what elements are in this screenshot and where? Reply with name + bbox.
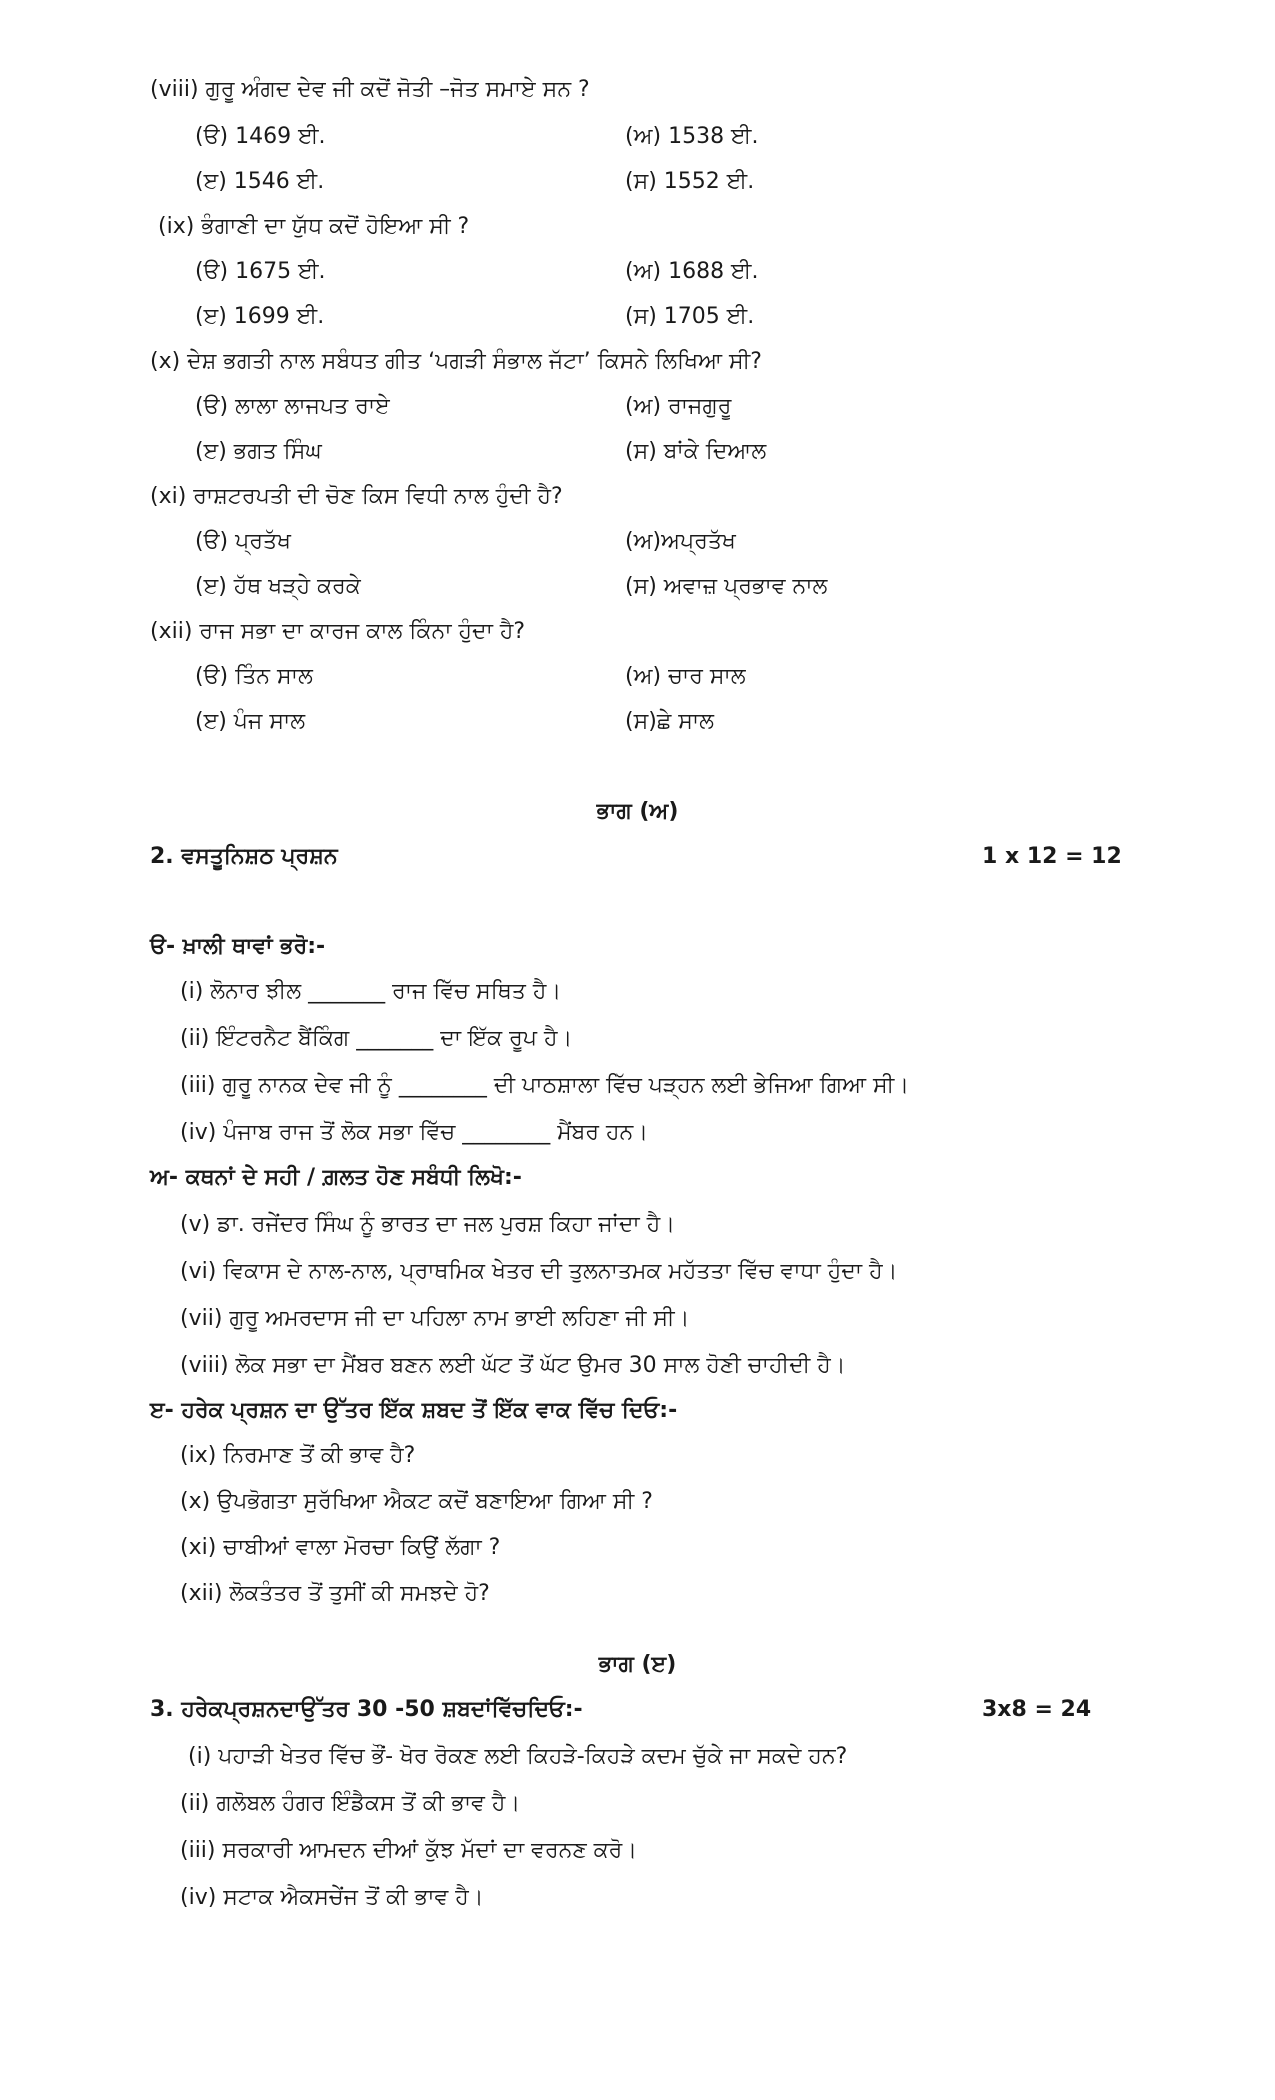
question-item: (vi) ਵਿਕਾਸ ਦੇ ਨਾਲ-ਨਾਲ, ਪ੍ਰਾਥਮਿਕ ਖੇਤਰ ਦੀ ਤੁਲਨਾਤਮਕ ਮਹੱਤਤਾ ਵਿੱਚ ਵਾਧਾ ਹੁੰਦਾ ਹੈ।	[180, 1259, 898, 1284]
mcq-option: (ੲ) ਭਗਤ ਸਿੰਘ	[195, 439, 322, 464]
section-heading: ਭਾਗ (ਅ)	[596, 799, 679, 824]
section-marks: 3x8 = 24	[982, 1697, 1092, 1722]
question-item: (vii) ਗੁਰੂ ਅਮਰਦਾਸ ਜੀ ਦਾ ਪਹਿਲਾ ਨਾਮ ਭਾਈ ਲਹਿਣਾ ਜੀ ਸੀ।	[180, 1306, 690, 1331]
mcq-option: (ੲ) ਪੰਜ ਸਾਲ	[195, 709, 306, 734]
mcq-question: (xii) ਰਾਜ ਸਭਾ ਦਾ ਕਾਰਜ ਕਾਲ ਕਿੰਨਾ ਹੁੰਦਾ ਹੈ?	[150, 619, 526, 644]
mcq-option: (ੳ) ਪ੍ਰਤੱਖ	[195, 529, 291, 554]
mcq-option: (ਅ)ਅਪ੍ਰਤੱਖ	[625, 529, 736, 554]
mcq-option: (ਸ)ਛੇ ਸਾਲ	[625, 709, 715, 734]
section-heading: ਭਾਗ (ੲ)	[598, 1652, 677, 1677]
subsection-title: ੳ- ਖ਼ਾਲੀ ਥਾਵਾਂ ਭਰੋ:-	[150, 934, 326, 959]
question-item: (i) ਲੋਨਾਰ ਝੀਲ _______ ਰਾਜ ਵਿੱਚ ਸਥਿਤ ਹੈ।	[180, 979, 562, 1004]
mcq-option: (ੳ) ਲਾਲਾ ਲਾਜਪਤ ਰਾਏ	[195, 394, 390, 419]
mcq-option: (ੳ) 1675 ਈ.	[195, 259, 326, 284]
mcq-option: (ੳ) 1469 ਈ.	[195, 124, 326, 149]
question-item: (x) ਉਪਭੋਗਤਾ ਸੁਰੱਖਿਆ ਐਕਟ ਕਦੋਂ ਬਣਾਇਆ ਗਿਆ ਸੀ ?	[180, 1489, 653, 1514]
question-item: (xii) ਲੋਕਤੰਤਰ ਤੋਂ ਤੁਸੀਂ ਕੀ ਸਮਝਦੇ ਹੋ?	[180, 1581, 490, 1606]
mcq-option: (ਅ) ਚਾਰ ਸਾਲ	[625, 664, 746, 689]
mcq-option: (ਸ) 1705 ਈ.	[625, 304, 755, 329]
subsection-title: ਅ- ਕਥਨਾਂ ਦੇ ਸਹੀ / ਗ਼ਲਤ ਹੋਣ ਸਬੰਧੀ ਲਿਖੋ:-	[150, 1165, 522, 1190]
question-item: (ii) ਗਲੋਬਲ ਹੰਗਰ ਇੰਡੈਕਸ ਤੋਂ ਕੀ ਭਾਵ ਹੈ।	[180, 1791, 521, 1816]
mcq-option: (ਅ) ਰਾਜਗੁਰੂ	[625, 394, 732, 419]
question-item: (iv) ਸਟਾਕ ਐਕਸਚੇਂਜ ਤੋਂ ਕੀ ਭਾਵ ਹੈ।	[180, 1885, 484, 1910]
mcq-option: (ਅ) 1688 ਈ.	[625, 259, 759, 284]
question-item: (iv) ਪੰਜਾਬ ਰਾਜ ਤੋਂ ਲੋਕ ਸਭਾ ਵਿੱਚ ________ ਮੈਂਬਰ ਹਨ।	[180, 1120, 649, 1145]
mcq-question: (xi) ਰਾਸ਼ਟਰਪਤੀ ਦੀ ਚੋਣ ਕਿਸ ਵਿਧੀ ਨਾਲ ਹੁੰਦੀ ਹੈ?	[150, 484, 563, 509]
subsection-title: ੲ- ਹਰੇਕ ਪ੍ਰਸ਼ਨ ਦਾ ਉੱਤਰ ਇੱਕ ਸ਼ਬਦ ਤੋਂ ਇੱਕ ਵਾਕ ਵਿੱਚ ਦਿਓ:-	[150, 1398, 678, 1423]
question-item: (i) ਪਹਾੜੀ ਖੇਤਰ ਵਿੱਚ ਭੌਂ- ਖੋਰ ਰੋਕਣ ਲਈ ਕਿਹੜੇ-ਕਿਹੜੇ ਕਦਮ ਚੁੱਕੇ ਜਾ ਸਕਦੇ ਹਨ?	[188, 1744, 848, 1769]
question-item: (viii) ਲੋਕ ਸਭਾ ਦਾ ਮੈਂਬਰ ਬਣਨ ਲਈ ਘੱਟ ਤੋਂ ਘੱਟ ਉਮਰ 30 ਸਾਲ ਹੋਣੀ ਚਾਹੀਦੀ ਹੈ।	[180, 1353, 846, 1378]
question-item: (iii) ਸਰਕਾਰੀ ਆਮਦਨ ਦੀਆਂ ਕੁੱਝ ਮੱਦਾਂ ਦਾ ਵਰਨਣ ਕਰੋ।	[180, 1838, 638, 1863]
section-title: 2. ਵਸਤੂਨਿਸ਼ਠ ਪ੍ਰਸ਼ਨ	[150, 844, 338, 869]
section-marks: 1 x 12 = 12	[982, 844, 1122, 869]
question-item: (xi) ਚਾਬੀਆਂ ਵਾਲਾ ਮੋਰਚਾ ਕਿਉਂ ਲੱਗਾ ?	[180, 1535, 501, 1560]
section-title: 3. ਹਰੇਕਪ੍ਰਸ਼ਨਦਾਉੱਤਰ 30 -50 ਸ਼ਬਦਾਂਵਿੱਚਦਿਓ:-	[150, 1697, 583, 1722]
mcq-option: (ਅ) 1538 ਈ.	[625, 124, 759, 149]
mcq-question: (ix) ਭੰਗਾਣੀ ਦਾ ਯੁੱਧ ਕਦੋਂ ਹੋਇਆ ਸੀ ?	[158, 214, 470, 239]
mcq-option: (ਸ) ਬਾਂਕੇ ਦਿਆਲ	[625, 439, 767, 464]
mcq-question: (viii) ਗੁਰੂ ਅੰਗਦ ਦੇਵ ਜੀ ਕਦੋਂ ਜੋਤੀ –ਜੋਤ ਸਮਾਏ ਸਨ ?	[150, 77, 590, 102]
question-item: (ii) ਇੰਟਰਨੈਟ ਬੈਂਕਿੰਗ _______ ਦਾ ਇੱਕ ਰੂਪ ਹੈ।	[180, 1026, 573, 1051]
question-item: (v) ਡਾ. ਰਜੇਂਦਰ ਸਿੰਘ ਨੂੰ ਭਾਰਤ ਦਾ ਜਲ ਪੁਰਸ਼ ਕਿਹਾ ਜਾਂਦਾ ਹੈ।	[180, 1212, 676, 1237]
question-item: (ix) ਨਿਰਮਾਣ ਤੋਂ ਕੀ ਭਾਵ ਹੈ?	[180, 1443, 416, 1468]
mcq-option: (ੲ) 1699 ਈ.	[195, 304, 325, 329]
mcq-option: (ਸ) ਅਵਾਜ਼ ਪ੍ਰਭਾਵ ਨਾਲ	[625, 574, 828, 599]
mcq-question: (x) ਦੇਸ਼ ਭਗਤੀ ਨਾਲ ਸਬੰਧਤ ਗੀਤ ‘ਪਗੜੀ ਸੰਭਾਲ ਜੱਟਾ’ ਕਿਸਨੇ ਲਿਖਿਆ ਸੀ?	[150, 349, 762, 374]
mcq-option: (ੲ) ਹੱਥ ਖੜ੍ਹੇ ਕਰਕੇ	[195, 574, 361, 599]
question-item: (iii) ਗੁਰੂ ਨਾਨਕ ਦੇਵ ਜੀ ਨੂੰ ________ ਦੀ ਪਾਠਸ਼ਾਲਾ ਵਿੱਚ ਪੜ੍ਹਨ ਲਈ ਭੇਜਿਆ ਗਿਆ ਸੀ।	[180, 1073, 910, 1098]
mcq-option: (ੳ) ਤਿੰਨ ਸਾਲ	[195, 664, 313, 689]
mcq-option: (ਸ) 1552 ਈ.	[625, 169, 755, 194]
mcq-option: (ੲ) 1546 ਈ.	[195, 169, 325, 194]
